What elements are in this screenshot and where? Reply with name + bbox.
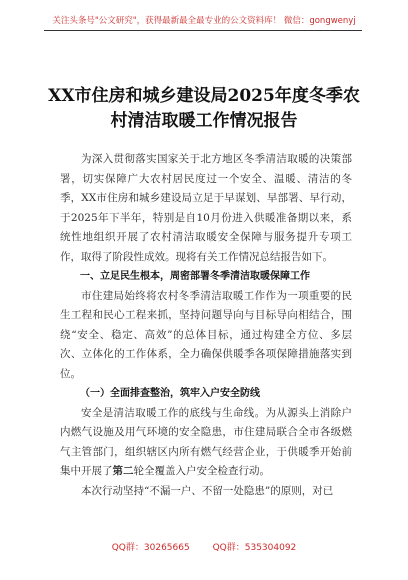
subsection-text-before: 安全是清洁取暖工作的底线与生命线。为从源头上消除户内燃气设施及用气环境的安全隐患，市住建局联合全市各级燃气主管部门，组织辖区内所有燃气经营企业，于供暖季开始前集中开展了	[60, 406, 352, 477]
subsection-heading: （一）全面排查整治，筑牢入户安全防线	[80, 388, 260, 399]
subsection-text-after: 轮全覆盖入户安全检查行动。	[133, 465, 270, 477]
section-heading: 一、立足民生根本，周密部署冬季清洁取暖保障工作	[80, 271, 310, 282]
intro-paragraph: 为深入贯彻落实国家关于北方地区冬季清洁取暖的决策部署，切实保障广大农村居民度过一个安全、温暖、清洁的冬季，XX市住房和城乡建设局立足于早谋划、早部署、早行动，于2025年下半年，特别是自10月份进入供暖准备期以来，系统性地组织开展了农村清洁取暖安全保障与服务提升专项工作，取得了阶段性成效。现将有关工作情况总结报告如下。	[60, 153, 352, 263]
subsection-text-bold: 第二	[112, 465, 134, 477]
header-note: 关注头条号"公文研究"，获得最新最全最专业的公文资料库！ 微信：gongwenyj	[52, 16, 356, 26]
footer-qq-group-2: QQ群：535304092	[212, 543, 297, 553]
subsection-paragraph	[60, 404, 352, 482]
last-paragraph: 本次行动坚持“不漏一户、不留一处隐患”的原则，对已	[81, 484, 334, 497]
section-paragraph: 市住建局始终将农村冬季清洁取暖工作作为一项重要的民生工程和民心工程来抓，坚持问题导向与目标导向相结合，围绕“安全、稳定、高效”的总体目标，通过构建全方位、多层次、立体化的工作体系，全力确保供暖季各项保障措施落实到位。	[60, 289, 352, 380]
document-body	[60, 150, 352, 501]
document-title: XX市住房和城乡建设局2025年度冬季农村清洁取暖工作情况报告	[48, 86, 360, 131]
footer	[0, 540, 408, 553]
footer-qq-group-1: QQ群：30265665	[111, 543, 190, 553]
header-divider	[44, 30, 362, 31]
